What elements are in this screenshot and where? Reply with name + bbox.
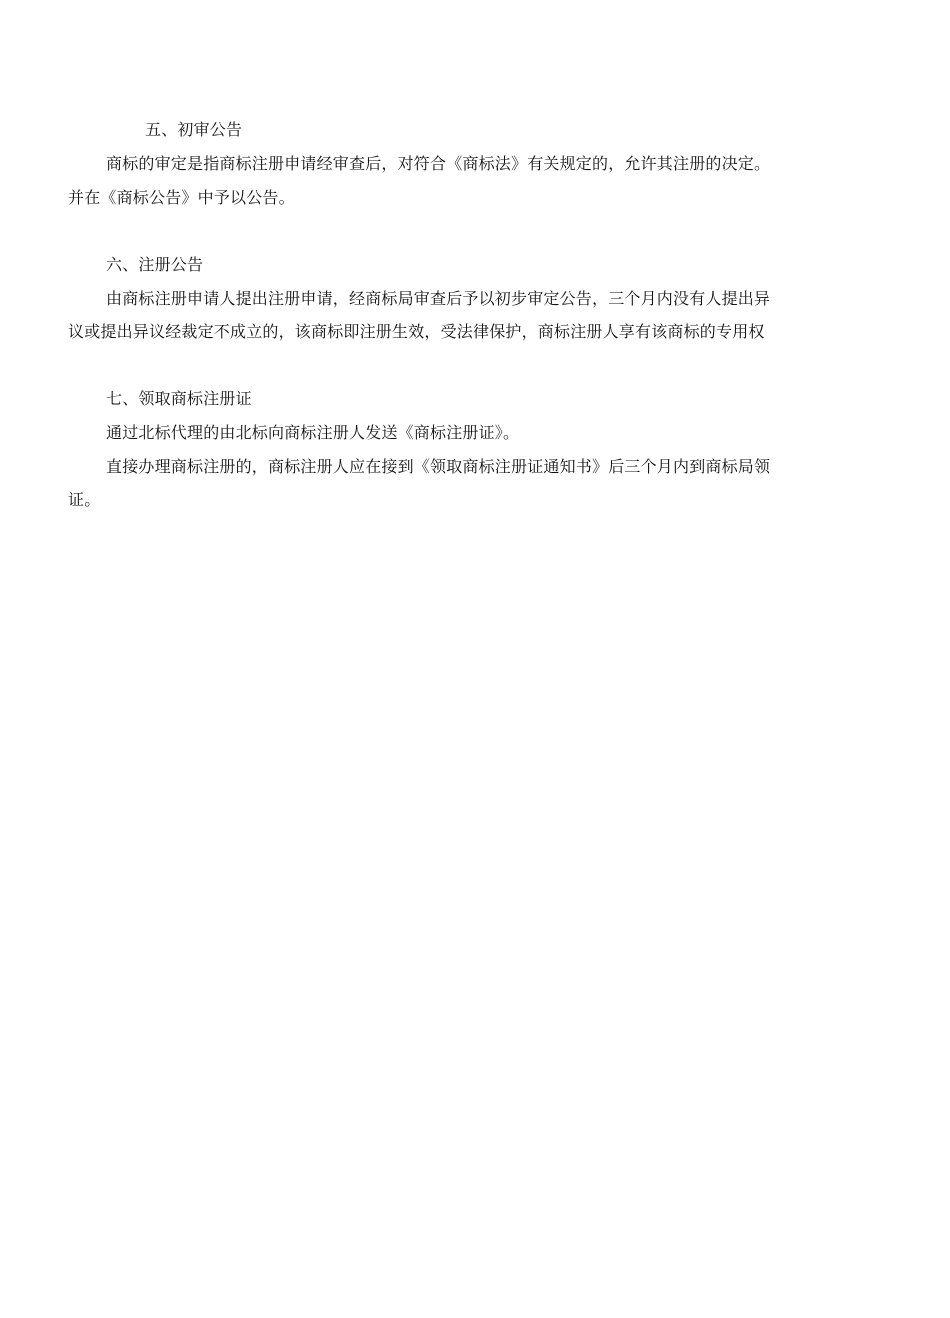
section-heading-6: 六、注册公告 — [106, 255, 204, 274]
section6-paragraph-line-2: 议或提出异议经裁定不成立的，该商标即注册生效，受法律保护，商标注册人享有该商标的专用权 — [68, 322, 765, 341]
section6-paragraph-line-1: 由商标注册申请人提出注册申请，经商标局审查后予以初步审定公告，三个月内没有人提出异 — [106, 289, 771, 308]
section5-paragraph-line-2: 并在《商标公告》中予以公告。 — [68, 188, 295, 207]
section7-paragraph-2-line-1: 直接办理商标注册的，商标注册人应在接到《领取商标注册证通知书》后三个月内到商标局领 — [106, 457, 771, 476]
section5-paragraph-line-1: 商标的审定是指商标注册申请经审查后，对符合《商标法》有关规定的，允许其注册的决定。 — [106, 154, 771, 173]
section-heading-5: 五、初审公告 — [145, 120, 243, 139]
section7-paragraph-1: 通过北标代理的由北标向商标注册人发送《商标注册证》。 — [106, 423, 520, 442]
section-heading-7: 七、领取商标注册证 — [106, 389, 252, 408]
section7-paragraph-2-line-2: 证。 — [68, 490, 101, 509]
